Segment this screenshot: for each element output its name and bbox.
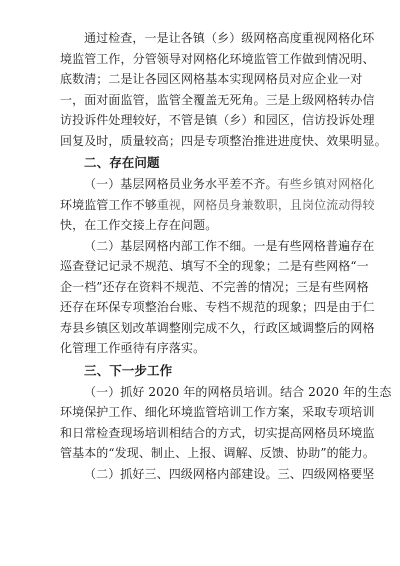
section-heading: 三、下一步工作 <box>84 362 173 378</box>
paragraph-line <box>60 195 375 216</box>
paragraph-line: （二）基层网格内部工作不细。一是有些网格普遍存在 <box>84 238 375 253</box>
paragraph-line: 寿县乡镇区划改革调整刚完成不久，行政区域调整后的网格 <box>60 320 375 335</box>
paragraph-line: （二）抓好三、四级网格内部建设。三、四级网格要坚 <box>84 466 375 481</box>
paragraph-line: 还存在环保专项整治台账、专档不规范的现象；四是由于仁 <box>60 300 375 314</box>
paragraph-line: 访投诉件处理较好，不管是镇（乡）和园区，信访投诉处理 <box>60 113 375 127</box>
paragraph-line: 境监管工作，分管领导对网格化环境监管工作做到情况明、 <box>60 51 375 66</box>
paragraph-line: 化管理工作亟待有序落实。 <box>60 341 206 355</box>
paragraph-line <box>60 174 375 195</box>
text-run: （一）基层网格员业务水平差不齐。 <box>84 177 278 191</box>
paragraph-line: 快，在工作交接上存在问题。 <box>60 218 218 232</box>
paragraph-line: 回复及时，质量较高；四是专项整治推进进度快、效果明显。 <box>60 133 387 148</box>
text-run: 环境监管工作不够 <box>60 197 157 212</box>
paragraph-line: （一）抓好 2020 年的网格员培训。结合 2020 年的生态 <box>84 384 392 399</box>
paragraph-line: 管基本的“发现、制止、上报、调解、反馈、协助”的能力。 <box>60 446 375 460</box>
paragraph-line: 环境保护工作、细化环境监管培训工作方案，采取专项培训 <box>60 405 375 419</box>
section-heading: 二、存在问题 <box>84 155 160 170</box>
text-run-light: 重视，网格员身兼数职，且岗位流动得较 <box>156 197 375 212</box>
document-body <box>60 28 392 484</box>
text-run-light: 有些乡镇对网格化 <box>277 177 375 191</box>
paragraph-line: 企一档”还存在资料不规范、不完善的情况；三是有些网格 <box>60 279 369 294</box>
paragraph-line: 和日常检查现场培训相结合的方式，切实提高网格员环境监 <box>60 425 375 440</box>
paragraph-line: 通过检查，一是让各镇（乡）级网格高度重视网格化环 <box>84 31 375 45</box>
paragraph-line: 巡查登记记录不规范、填写不全的现象；二是有些网格“一 <box>60 259 369 273</box>
paragraph-line: 一，面对面监管，监管全覆盖无死角。三是上级网格转办信 <box>60 92 375 107</box>
paragraph-line: 底数清；二是让各园区网格基本实现网格员对应企业一对 <box>60 72 363 86</box>
